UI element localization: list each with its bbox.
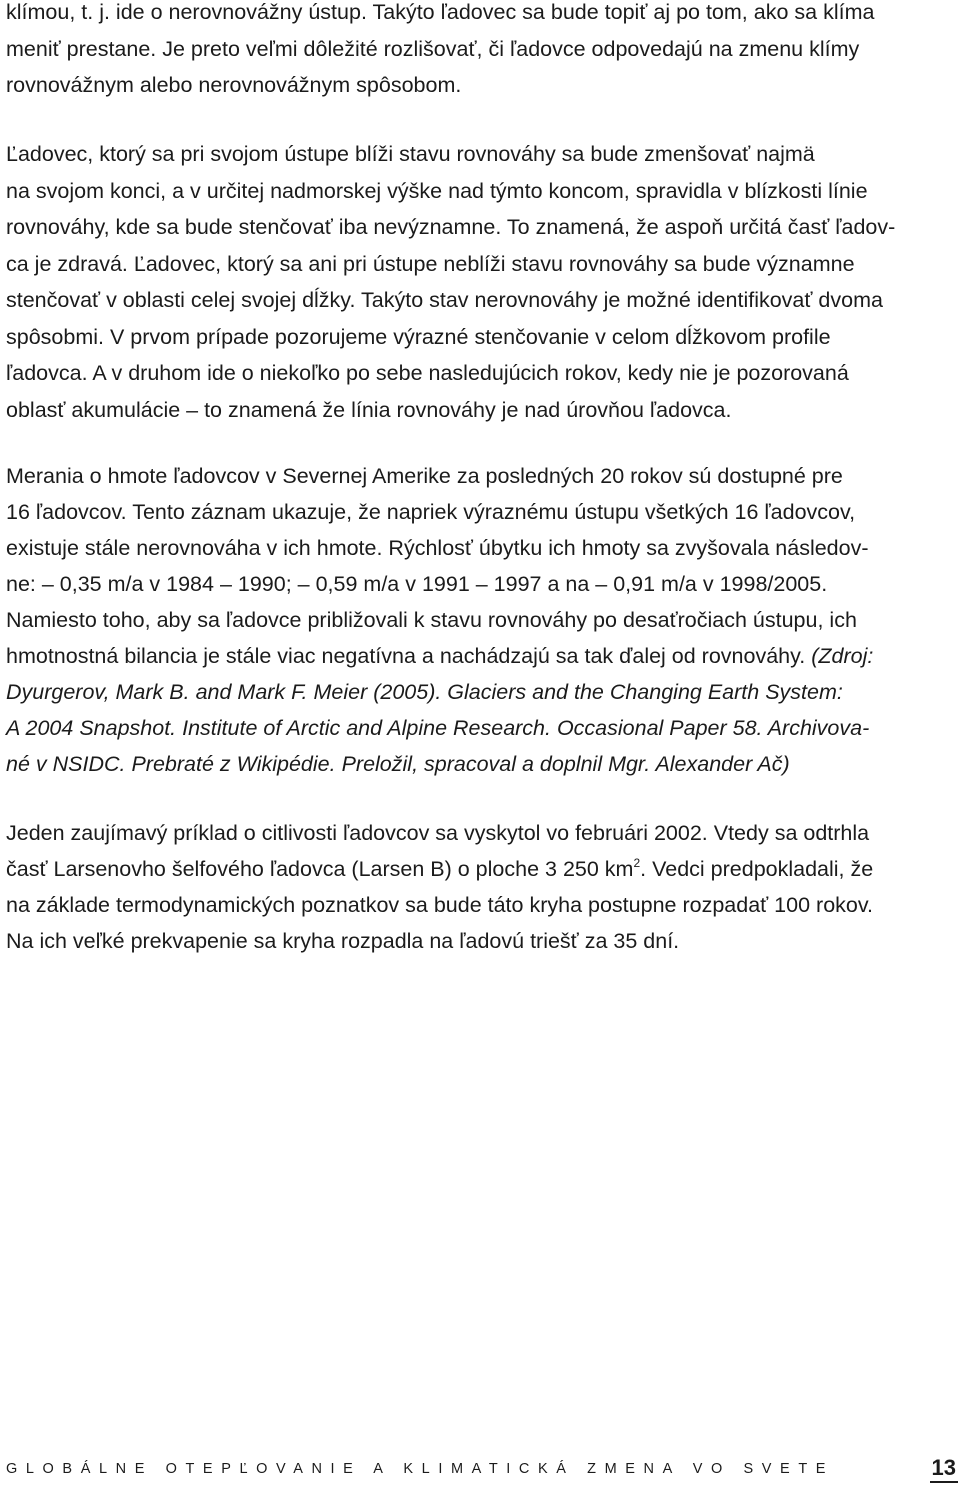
text-line: stenčovať v oblasti celej svojej dĺžky. Takýto stav nerovnováhy je možné identifikovať dvoma (6, 288, 883, 312)
citation-line: né v NSIDC. Prebraté z Wikipédie. Preložil, spracoval a doplnil Mgr. Alexander Ač) (6, 752, 790, 776)
text-line: 16 ľadovcov. Tento záznam ukazuje, že napriek výraznému ústupu všetkých 16 ľadovcov, (6, 500, 856, 524)
text-line: klímou, t. j. ide o nerovnovážny ústup. Takýto ľadovec sa bude topiť aj po tom, ako sa klíma (6, 0, 875, 24)
text-segment: . Vedci predpokladali, že (640, 857, 874, 881)
paragraph-4 (6, 815, 873, 959)
text-line: existuje stále nerovnováha v ich hmote. Rýchlosť úbytku ich hmoty sa zvyšovala následov- (6, 536, 869, 560)
text-line (6, 851, 873, 887)
citation-start: (Zdroj: (811, 644, 874, 668)
paragraph-2 (6, 136, 895, 428)
text-line (6, 638, 873, 674)
text-line: Namiesto toho, aby sa ľadovce približovali k stavu rovnováhy po desaťročiach ústupu, ich (6, 608, 857, 632)
text-line: na svojom konci, a v určitej nadmorskej výške nad týmto koncom, spravidla v blízkosti línie (6, 178, 868, 203)
text-line: ca je zdravá. Ľadovec, ktorý sa ani pri ústupe neblíži stavu rovnováhy sa bude významne (6, 251, 855, 276)
text-line: ne: – 0,35 m/a v 1984 – 1990; – 0,59 m/a v 1991 – 1997 a na – 0,91 m/a v 1998/2005. (6, 572, 828, 596)
citation-line: A 2004 Snapshot. Institute of Arctic and Alpine Research. Occasional Paper 58. Archivova- (6, 716, 870, 740)
text-line: Na ich veľké prekvapenie sa kryha rozpadla na ľadovú triešť za 35 dní. (6, 929, 680, 953)
text-line: rovnováhy, kde sa bude stenčovať iba nevýznamne. To znamená, že aspoň určitá časť ľadov- (6, 215, 896, 239)
running-footer-title: GLOBÁLNE OTEPĽOVANIE A KLIMATICKÁ ZMENA VO SVETE (6, 1461, 835, 1477)
text-line: meniť prestane. Je preto veľmi dôležité rozlišovať, či ľadovce odpovedajú na zmenu klímy (6, 36, 860, 61)
text-line: na základe termodynamických poznatkov sa bude táto kryha postupne rozpadať 100 rokov. (6, 893, 873, 917)
text-line: Jeden zaujímavý príklad o citlivosti ľadovcov sa vyskytol vo februári 2002. Vtedy sa odtrhla (6, 821, 870, 845)
text-line: Merania o hmote ľadovcov v Severnej Amerike za posledných 20 rokov sú dostupné pre (6, 464, 843, 488)
text-line: rovnovážnym alebo nerovnovážnym spôsobom. (6, 73, 462, 97)
text-line: Ľadovec, ktorý sa pri svojom ústupe blíži stavu rovnováhy sa bude zmenšovať najmä (6, 142, 815, 166)
text-segment: časť Larsenovho šelfového ľadovca (Larsen B) o ploche 3 250 km (6, 857, 634, 881)
text-segment: hmotnostná bilancia je stále viac negatívna a nachádzajú sa tak ďalej od rovnováhy. (6, 644, 812, 668)
paragraph-1 (6, 0, 874, 104)
paragraph-3 (6, 458, 873, 782)
superscript: 2 (633, 856, 641, 870)
citation-line: Dyurgerov, Mark B. and Mark F. Meier (2005). Glaciers and the Changing Earth System: (6, 680, 843, 704)
page-number: 13 (930, 1457, 958, 1483)
text-line: oblasť akumulácie – to znamená že línia rovnováhy je nad úrovňou ľadovca. (6, 397, 732, 422)
text-line: spôsobmi. V prvom prípade pozorujeme výrazné stenčovanie v celom dĺžkovom profile (6, 324, 831, 349)
text-line: ľadovca. A v druhom ide o niekoľko po sebe nasledujúcich rokov, kedy nie je pozorovaná (6, 361, 849, 385)
